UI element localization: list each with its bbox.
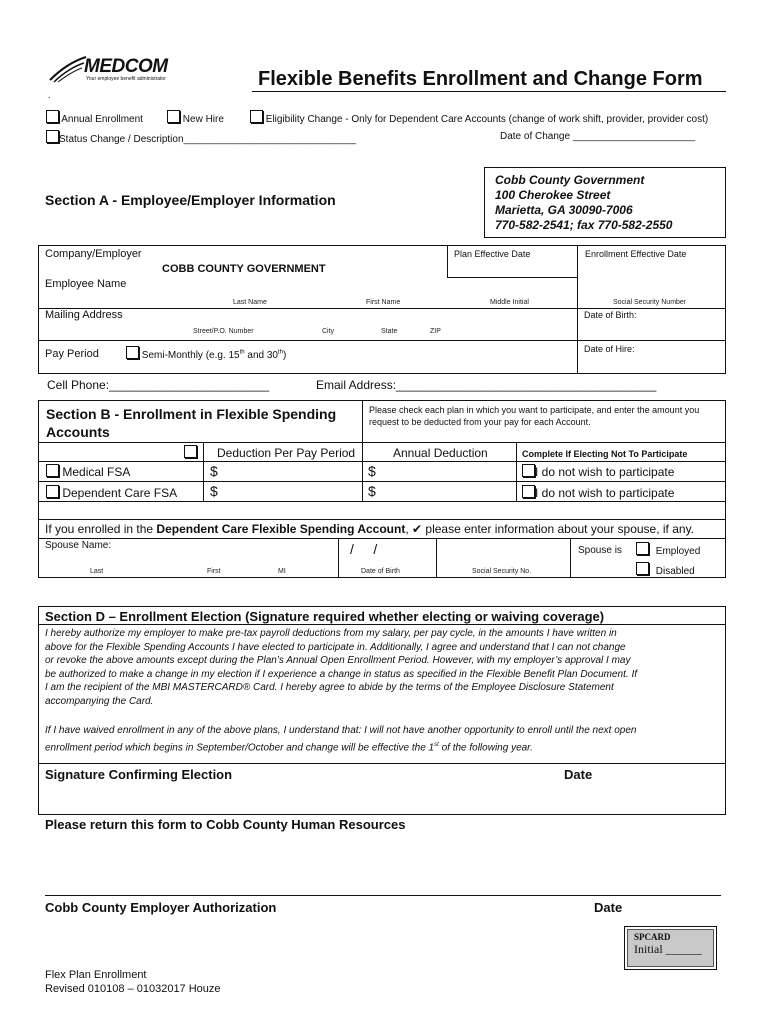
annual-enrollment-label: Annual Enrollment <box>61 114 143 125</box>
page-title: Flexible Benefits Enrollment and Change Form <box>258 68 703 90</box>
semi-monthly-close: ) <box>283 350 287 361</box>
paragraph-line: I am the recipient of the MBI MASTERCARD® Card. I hereby agree to abide by the terms of the Employee Disclosure Statement <box>45 682 614 694</box>
spouse-mi-label: MI <box>278 568 286 575</box>
state-label: State <box>381 328 398 335</box>
city-label: City <box>322 328 335 335</box>
paragraph-line: If I have waived enrollment in any of the above plans, I understand that: I will not have another opportunity to enroll until the next open <box>45 725 637 736</box>
spouse-intro-text-2: , ✔ please enter information about your spouse, if any. <box>405 522 695 536</box>
address-line: Marietta, GA 30090-7006 <box>495 203 633 217</box>
spcard-initial-box[interactable] <box>624 926 717 970</box>
paragraph-line: enrollment period which begins in September/October and change will be effective the 1 <box>45 742 435 754</box>
return-instructions: Please return this form to Cobb County Human Resources <box>45 817 406 832</box>
enrollment-effective-label[interactable]: Enrollment Effective Date <box>585 249 687 259</box>
logo-tagline: Your employee benefit administrator <box>86 76 166 82</box>
middle-initial-label: Middle Initial <box>490 299 529 306</box>
employer-authorization-label[interactable]: Cobb County Employer Authorization <box>45 900 277 915</box>
paragraph-line: above for the Flexible Spending Accounts I have elected to participate in. Additionally, I agree and understand that I can not change <box>45 641 626 653</box>
ordinal-suffix: th <box>278 349 284 356</box>
logo-text: MEDCOM <box>84 56 168 77</box>
signature-date-label[interactable]: Date <box>564 767 593 782</box>
new-hire-checkbox[interactable] <box>167 110 180 123</box>
status-change-label: Status Change / Description_______________________________ <box>59 134 356 145</box>
date-of-hire-label[interactable]: Date of Hire: <box>584 344 635 354</box>
eligibility-change-checkbox[interactable] <box>250 110 263 123</box>
dependent-decline-checkbox[interactable] <box>522 485 535 498</box>
county-address-box <box>484 167 726 238</box>
employee-name-label: Employee Name <box>45 278 127 290</box>
first-name-label: First Name <box>366 299 401 306</box>
spouse-intro-text: If you enrolled in the <box>45 522 157 536</box>
swoosh-icon <box>48 54 88 84</box>
employer-date-label[interactable]: Date <box>594 900 623 915</box>
ordinal-suffix: st <box>434 742 439 748</box>
ssn-label: Social Security Number <box>613 299 687 306</box>
semi-monthly-checkbox[interactable] <box>126 346 139 359</box>
plan-effective-label[interactable]: Plan Effective Date <box>454 249 531 259</box>
mailing-address-label: Mailing Address <box>45 309 123 321</box>
company-label: Company/Employer <box>45 248 142 260</box>
dependent-deduction-field[interactable]: $ <box>210 483 218 499</box>
waiver-paragraph <box>45 724 636 755</box>
authorization-paragraph <box>45 627 637 709</box>
revision-note: Revised 010108 – 01032017 Houze <box>45 983 221 995</box>
new-hire-label: New Hire <box>182 114 224 125</box>
medical-deduction-field[interactable]: $ <box>210 463 218 479</box>
header-dot: . <box>48 90 51 100</box>
medical-decline-checkbox[interactable] <box>522 464 535 477</box>
employed-label: Employed <box>655 546 701 557</box>
paragraph-line: I hereby authorize my employer to make pre-tax payroll deductions from my salary, per pay cycle, in the amounts I have written in <box>45 628 617 639</box>
section-a-title: Section A - Employee/Employer Information <box>45 192 336 208</box>
paragraph-line: or revoke the above amounts except during the Plan’s Annual Open Enrollment Period. However, with my employer’s approval I may <box>45 655 631 667</box>
select-all-checkbox[interactable] <box>184 445 197 458</box>
ordinal-suffix: th <box>239 349 245 356</box>
medical-decline-label: I do not wish to participate <box>535 465 675 479</box>
cell-phone-field[interactable]: Cell Phone:________________________ <box>47 378 270 392</box>
medical-fsa-label: Medical FSA <box>62 465 131 479</box>
semi-monthly-label-2: and 30 <box>244 350 278 361</box>
signature-label[interactable]: Signature Confirming Election <box>45 767 233 782</box>
eligibility-change-label: Eligibility Change - Only for Dependent Care Accounts (change of work shift, provider, provider cost) <box>265 114 709 125</box>
disabled-checkbox[interactable] <box>636 562 649 575</box>
section-d-title: Section D – Enrollment Election (Signature required whether electing or waiving coverage) <box>45 609 605 624</box>
employed-checkbox[interactable] <box>636 542 649 555</box>
spouse-first-label: First <box>207 568 221 575</box>
annual-enrollment-checkbox[interactable] <box>46 110 59 123</box>
disabled-label: Disabled <box>655 566 695 577</box>
dependent-decline-label: I do not wish to participate <box>535 486 675 500</box>
zip-label: ZIP <box>430 328 441 335</box>
spouse-ssn-label: Social Security No. <box>472 568 532 575</box>
date-of-change-label: Date of Change ______________________ <box>500 131 696 142</box>
semi-monthly-label: Semi-Monthly (e.g. 15 <box>141 350 240 361</box>
spouse-intro <box>45 522 694 536</box>
email-field[interactable]: Email Address:_______________________________________ <box>316 378 657 392</box>
street-label: Street/P.O. Number <box>193 328 254 335</box>
pay-period-label: Pay Period <box>45 348 99 360</box>
col-deduction-header: Deduction Per Pay Period <box>217 446 356 460</box>
spouse-last-label: Last <box>90 568 104 575</box>
spouse-dob-slashes[interactable]: / / <box>350 541 378 557</box>
date-of-birth-label[interactable]: Date of Birth: <box>584 310 637 320</box>
dependent-care-label: Dependent Care FSA <box>62 486 178 500</box>
paragraph-line: accompanying the Card. <box>45 695 154 707</box>
medcom-logo <box>48 54 188 86</box>
spcard-label: SPCARD <box>634 932 671 942</box>
company-value: COBB COUNTY GOVERNMENT <box>162 263 326 275</box>
medical-fsa-checkbox[interactable] <box>46 464 59 477</box>
section-b-title: Section B - Enrollment in Flexible Spending <box>46 406 337 422</box>
col-annual-header: Annual Deduction <box>393 446 488 460</box>
col-not-participate-header: Complete If Electing Not To Participate <box>522 449 688 459</box>
last-name-label: Last Name <box>233 299 267 306</box>
section-b-instructions: Please check each plan in which you want to participate, and enter the amount you request to be deducted from your pay for each Account. <box>369 405 700 427</box>
paragraph-line: be authorized to make a change in my election if I experience a change in status as specified in the Flexible Benefit Plan Document. If <box>45 668 638 680</box>
medical-annual-field[interactable]: $ <box>368 463 376 479</box>
section-b-title-2: Accounts <box>46 424 110 440</box>
address-line: 100 Cherokee Street <box>495 188 611 202</box>
initial-field: Initial ______ <box>634 942 702 956</box>
spouse-intro-account: Dependent Care Flexible Spending Account <box>156 522 406 536</box>
address-line: 770-582-2541; fax 770-582-2550 <box>495 218 673 232</box>
form-name: Flex Plan Enrollment <box>45 969 147 981</box>
dependent-annual-field[interactable]: $ <box>368 483 376 499</box>
paragraph-line-end: of the following year. <box>438 742 533 754</box>
spouse-dob-label: Date of Birth <box>361 568 400 575</box>
spouse-is-label: Spouse is <box>578 545 622 556</box>
address-line: Cobb County Government <box>495 173 645 187</box>
dependent-care-checkbox[interactable] <box>46 485 59 498</box>
spouse-name-label[interactable]: Spouse Name: <box>45 540 112 551</box>
status-change-checkbox[interactable] <box>46 130 59 143</box>
